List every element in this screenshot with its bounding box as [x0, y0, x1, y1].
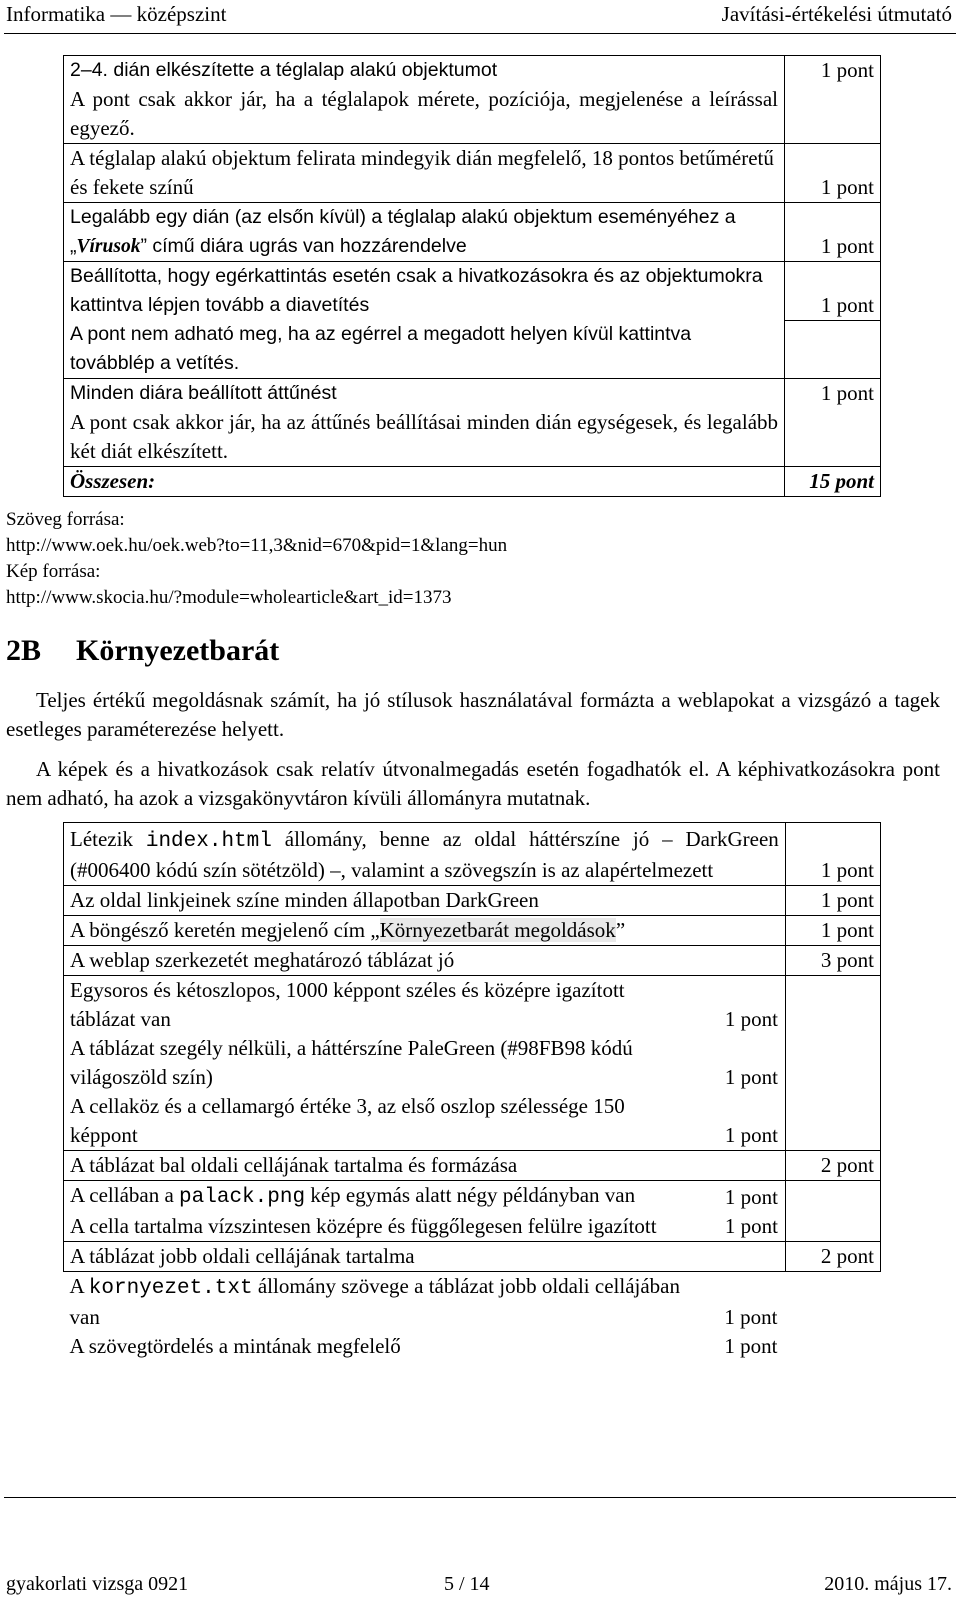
criterion-points: 1 pont — [785, 379, 881, 467]
criterion-text — [64, 56, 785, 144]
criterion-points: 1 pont — [785, 144, 881, 203]
footer-left: gyakorlati vizsga 0921 — [6, 1573, 189, 1595]
table-row — [64, 1151, 881, 1181]
section-title: Környezetbarát — [76, 634, 280, 667]
criterion-points: 2 pont — [785, 1242, 880, 1272]
table-row — [64, 916, 881, 946]
criterion-text: A táblázat jobb oldali cellájának tartalma — [64, 1242, 786, 1272]
criterion-text-a: Létezik — [70, 827, 146, 851]
intro-paragraph-2: A képek és a hivatkozások csak relatív útvonalmegadás esetén fogadhatók el. A képhivatkozásokra pont nem adható, ha azok a vizsgakönyvtáron kívüli állományra mutatnak. — [6, 757, 940, 810]
footer-date: 2010. május 17. — [824, 1573, 952, 1595]
table-row — [64, 946, 881, 976]
criterion-subitems — [64, 1181, 786, 1242]
subitem-points: 1 pont — [724, 1305, 778, 1329]
criterion-text-a: Legalább egy dián (az elsőn kívül) a téglalap alakú objektum eseményéhez a „ — [70, 206, 736, 257]
empty-cell — [785, 320, 881, 379]
criterion-points: 1 pont — [785, 823, 880, 886]
scoring-table-1 — [63, 55, 881, 497]
file-name: kornyezet.txt — [88, 1277, 253, 1300]
criterion-text: A téglalap alakú objektum felirata mindegyik dián megfelelő, 18 pontos betűméretű és fekete színű — [64, 144, 785, 203]
subitem-points: 1 pont — [724, 1185, 778, 1209]
criterion-text-b: állomány, benne az oldal háttérszíne jó – DarkGreen (#006400 kódú szín sötétzöld) –, valamint a szövegszín is az alapértelmezett — [70, 827, 779, 882]
criterion-label: Beállította, hogy egérkattintás esetén csak a hivatkozásokra és az objektumokra kattintva lépjen tovább a diavetítés — [70, 265, 763, 316]
file-name: palack.png — [179, 1186, 306, 1209]
criterion-points: 1 pont — [785, 262, 881, 321]
subitem-points: 1 pont — [724, 1334, 778, 1358]
subitem-points: 1 pont — [724, 1007, 778, 1031]
section-heading — [6, 634, 279, 668]
criterion-text — [64, 262, 785, 321]
table-row — [64, 1181, 881, 1242]
criterion-points: 1 pont — [785, 886, 880, 916]
subitem-text: A szövegtördelés a mintának megfelelő — [69, 1334, 401, 1358]
empty-cell — [785, 976, 880, 1151]
table-row — [64, 1272, 881, 1362]
criterion-points: 1 pont — [785, 56, 881, 144]
criterion-text: A táblázat bal oldali cellájának tartalma és formázása — [64, 1151, 786, 1181]
subitem-text — [70, 1181, 682, 1212]
criterion-text-a: A böngésző keretén megjelenő cím „ — [70, 918, 380, 942]
table-row — [64, 976, 881, 1151]
scoring-table-2 — [63, 822, 881, 1361]
subitem-points: 1 pont — [724, 1065, 778, 1089]
subitem-list — [70, 976, 778, 1150]
table-row — [64, 823, 881, 886]
empty-cell — [785, 1272, 880, 1362]
subitem-text: A cellaköz és a cellamargó értéke 3, az első oszlop szélessége 150 képpont — [70, 1094, 625, 1147]
image-source-url[interactable]: http://www.skocia.hu/?module=wholearticle&art_id=1373 — [6, 587, 452, 608]
list-item — [70, 1181, 778, 1212]
criterion-label: 2–4. dián elkészítette a téglalap alakú objektumot — [70, 59, 498, 81]
subitem-text-b: kép egymás alatt négy példányban van — [305, 1183, 636, 1207]
subitem-text-a: A — [69, 1274, 89, 1298]
list-item — [70, 1332, 778, 1361]
criterion-note: A pont nem adható meg, ha az egérrel a megadott helyen kívül kattintva továbblép a vetítés. — [64, 320, 785, 379]
table-row — [64, 1242, 881, 1272]
subitem-text — [70, 1272, 682, 1332]
intro-paragraph-1: Teljes értékű megoldásnak számít, ha jó stílusok használatával formázta a weblapokat a vizsgázó a tagek esetleges paraméterezése helyett. — [6, 688, 940, 741]
criterion-note: A pont csak akkor jár, ha az áttűnés beállításai minden dián egységesek, és legalább két diát elkészített. — [70, 410, 779, 463]
total-label: Összesen: — [64, 467, 785, 497]
criterion-text — [64, 916, 786, 946]
criterion-points: 2 pont — [785, 1151, 880, 1181]
criterion-text-b: ” című diára ugrás van hozzárendelve — [140, 235, 467, 257]
list-item — [70, 1034, 778, 1092]
text-source-label: Szöveg forrása: — [6, 509, 125, 530]
table-row — [64, 320, 881, 379]
subitem-points: 1 pont — [724, 1214, 778, 1238]
table-row — [64, 144, 881, 203]
image-source-label: Kép forrása: — [6, 561, 101, 582]
criterion-points: 1 pont — [785, 203, 881, 262]
total-points: 15 pont — [785, 467, 881, 497]
subitem-points: 1 pont — [724, 1123, 778, 1147]
subitem-list — [70, 1272, 778, 1361]
criterion-points: 1 pont — [785, 916, 880, 946]
criterion-text — [64, 203, 785, 262]
subitem-text-a: A cellában a — [70, 1183, 180, 1207]
header-right: Javítási-értékelési útmutató — [721, 2, 952, 26]
text-source-url[interactable]: http://www.oek.hu/oek.web?to=11,3&nid=670&pid=1&lang=hun — [6, 535, 508, 556]
section-number: 2B — [6, 634, 42, 667]
subitem-text: A cella tartalma vízszintesen középre és függőlegesen felülre igazított — [70, 1214, 657, 1238]
criterion-text: Az oldal linkjeinek színe minden állapotban DarkGreen — [64, 886, 786, 916]
criterion-label: Minden diára beállított áttűnést — [70, 382, 337, 404]
subitem-list — [70, 1181, 778, 1241]
criterion-points: 3 pont — [785, 946, 880, 976]
list-item — [70, 1092, 778, 1150]
criterion-link-name: Vírusok — [76, 236, 141, 257]
criterion-text: A weblap szerkezetét meghatározó táblázat jó — [64, 946, 786, 976]
criterion-note: A pont csak akkor jár, ha a téglalapok mérete, pozíciója, megjelenése a leírással egyező. — [70, 87, 779, 140]
header-divider — [4, 33, 956, 34]
list-item — [70, 1272, 778, 1332]
empty-cell — [785, 1181, 880, 1242]
list-item — [70, 1212, 778, 1241]
table-row — [64, 203, 881, 262]
criterion-text-b: ” — [615, 918, 626, 942]
criterion-subitems — [64, 1272, 786, 1362]
file-name: index.html — [145, 830, 272, 853]
subitem-text-b: állomány szövege a táblázat jobb oldali cellájában van — [69, 1274, 680, 1329]
table-row — [64, 56, 881, 144]
footer-divider — [4, 1497, 956, 1498]
criterion-text — [64, 823, 786, 886]
subitem-text: A táblázat szegély nélküli, a háttérszíne PaleGreen (#98FB98 kódú világoszöld szín) — [70, 1036, 633, 1089]
criterion-subitems — [64, 976, 786, 1151]
table-row — [64, 262, 881, 321]
table-row — [64, 886, 881, 916]
header-left: Informatika — középszint — [6, 2, 227, 26]
table-row — [64, 379, 881, 467]
subitem-text: Egysoros és kétoszlopos, 1000 képpont széles és középre igazított táblázat van — [70, 978, 625, 1031]
list-item — [70, 976, 778, 1034]
table-row — [64, 467, 881, 497]
page-title-value: Környezetbarát megoldások — [379, 918, 616, 942]
footer-page-number: 5 / 14 — [444, 1573, 490, 1595]
criterion-text — [64, 379, 785, 467]
